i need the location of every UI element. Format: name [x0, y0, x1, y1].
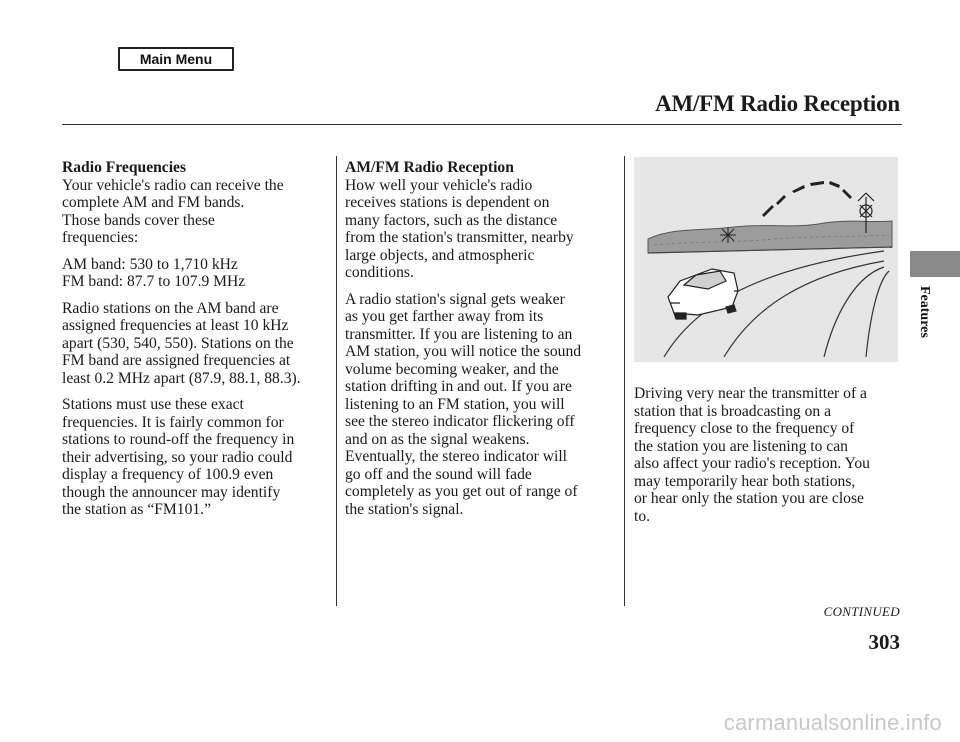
paragraph: Stations must use these exact frequencies. It is fairly common for stations to round-off the frequency in their advertising, so your radio could display a frequency of 100.9 even though the announcer may identify the station as “FM101.” — [62, 396, 295, 518]
column-interference — [634, 157, 906, 534]
main-menu-button[interactable]: Main Menu — [118, 47, 234, 71]
car-transmitter-illustration — [634, 157, 898, 362]
paragraph: Radio stations on the AM band are assigned frequencies at least 10 kHz apart (530, 540, 550). Stations on the FM band are assigned frequencies at least 0.2 MHz apart (87.9, 88.1, 88.3). — [62, 299, 301, 387]
header-divider — [62, 124, 902, 125]
page-title: AM/FM Radio Reception — [655, 91, 900, 116]
paragraph: A radio station's signal gets weaker as you get farther away from its transmitter. If you are listening to an AM station, you will notice the sound volume becoming weaker, and the station drifting in and out. If you are listening to an FM station, you will see the stereo indicator flickering off and on as the signal weakens. Eventually, the stereo indicator will go off and the sound will fade completely as you get out of range of the station's signal. — [345, 290, 582, 518]
paragraph: Driving very near the transmitter of a station that is broadcasting on a frequency close to the frequency of the station you are listening to can also affect your radio's reception. You may temporarily hear both stations, or hear only the station you are close to. — [634, 385, 870, 525]
paragraph: AM band: 530 to 1,710 kHz FM band: 87.7 to 107.9 MHz — [62, 255, 246, 290]
paragraph: How well your vehicle's radio receives stations is dependent on many factors, such as the distance from the station's transmitter, nearby large objects, and atmospheric conditions. — [345, 176, 574, 281]
paragraph: Your vehicle's radio can receive the complete AM and FM bands. Those bands cover these frequencies: — [62, 176, 284, 246]
continued-label: CONTINUED — [823, 604, 900, 619]
column-divider-left — [336, 156, 337, 606]
section-tab-marker — [910, 251, 960, 277]
page-number: 303 — [868, 630, 900, 654]
column-divider-right — [624, 156, 625, 606]
watermark-text: carmanualsonline.info — [723, 710, 942, 735]
column-reception — [345, 159, 615, 527]
section-heading-reception: AM/FM Radio Reception — [345, 159, 514, 176]
section-label-features: Features — [917, 286, 932, 338]
column-radio-frequencies — [62, 159, 330, 528]
section-heading-radio-frequencies: Radio Frequencies — [62, 159, 187, 176]
